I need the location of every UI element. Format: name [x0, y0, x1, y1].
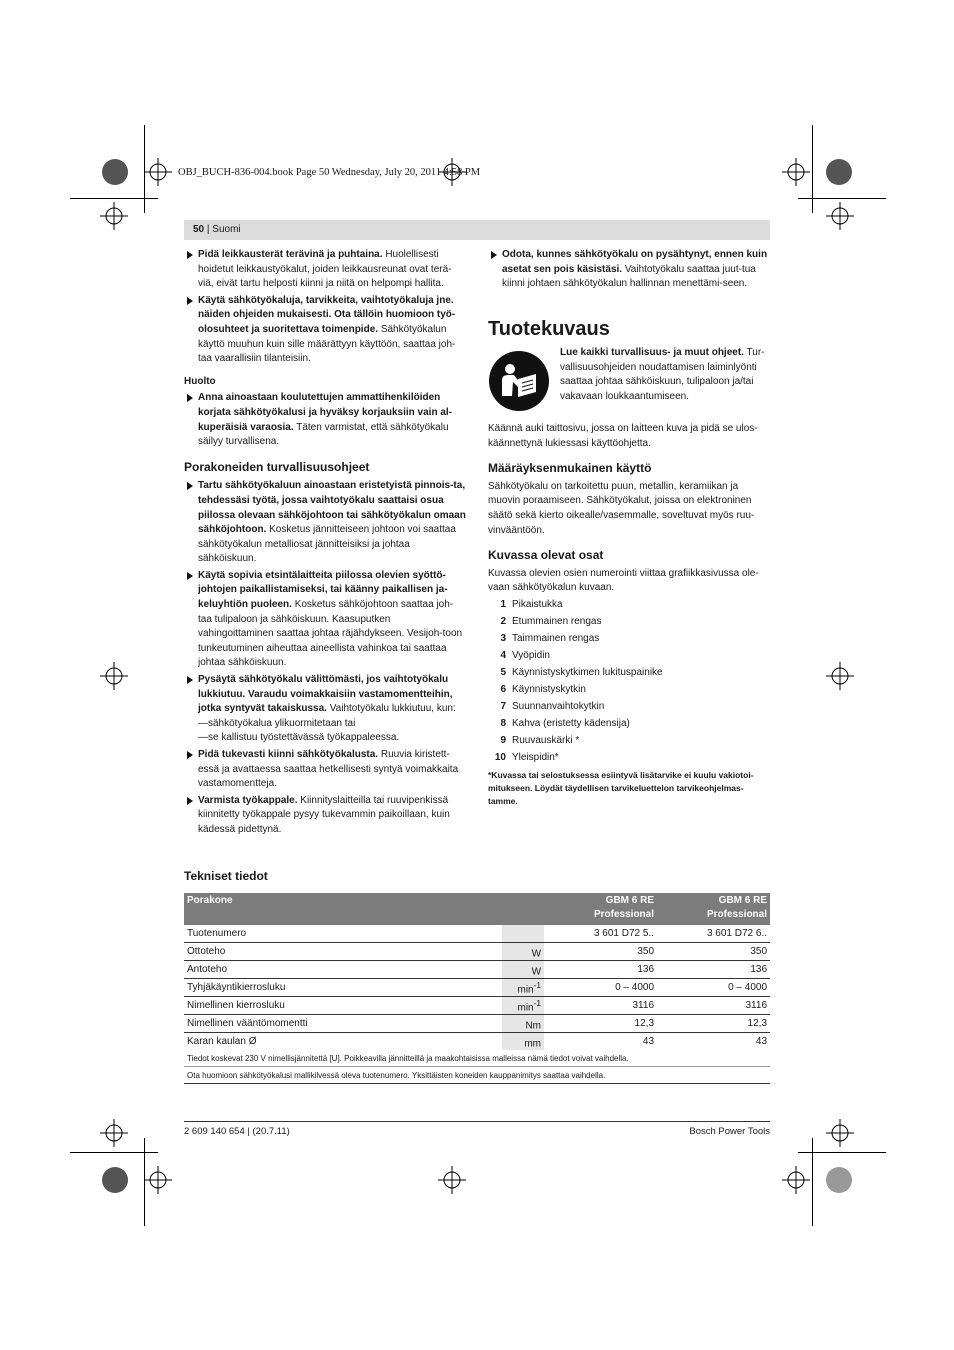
bullet-service: Anna ainoastaan koulutettujen ammattihenkilöiden korjata sähkötyökalusi ja hyväksy korjauksiin vain al-kuperäisiä varaosia. Täten varmistat, että sähkötyökalu säilyy turvallisena. [184, 391, 466, 449]
accessory-note: *Kuvassa tai selostuksessa esiintyvä lisätarvike ei kuulu vakiotoi-mitukseen. Löydät täydellisen tarvikeluettelon tarvikeohjelmas-tamme. [488, 769, 754, 806]
bullet-sharp-blades: Pidä leikkausterät terävinä ja puhtaina. Huolellisesti hoidetut leikkaustyökalut, joiden leikkausreunat ovat terä-viä, eivät tartu helposti kiinni ja niitä on helpompi hallita. [184, 248, 466, 292]
tech-data-table [184, 893, 770, 1084]
bullet-insulated-surfaces: Tartu sähkötyökaluun ainoastaan eristetyistä pinnois-ta, tehdessäsi työtä, jossa vaihtotyökalu saattaisi osua piilossa olevaan sähköjohtoon tai sähkötyökalun omaan sähköjohtoon. Kosketus jännitteiseen johtoon voi saattaa sähkötyökalun metalliosat jännitteisiksi ja johtaa sähköiskuun. [184, 479, 466, 567]
table-row: Nimellinen kierrosluku $\min^{-1}$ 3116 3116 [184, 997, 770, 1015]
parts-list [488, 597, 770, 767]
table-note-voltage: Tiedot koskevat 230 V nimellisjännitettä [U]. Poikkeavilla jännitteillä ja maakohtaisissa malleissa nämä tiedot voivat vaihdella. [184, 1050, 770, 1067]
list-item: 2 Etummainen rengas [500, 616, 602, 628]
footer-divider [184, 1121, 770, 1122]
bullet-switch-off: Pysäytä sähkötyökalu välittömästi, jos vaihtotyökalu lukkiutuu. Varaudu voimakkaisiin vastamomentteihin, jotka syntyvät takaiskussa. Vaihtotyökalu lukkiutuu, kun: [184, 673, 466, 717]
table-header-row [184, 893, 770, 925]
table-row: Tuotenumero 3 601 D72 5.. 3 601 D72 6.. [184, 925, 770, 943]
right-column-body [488, 422, 770, 808]
bullet-detectors: Käytä sopivia etsintälaitteita piilossa olevien syöttö-johtojen paikallistamiseksi, tai käänny paikallisen ja-keluyhtiön puoleen. Kosketus sähköjohtoon saattaa joh-taa tulipaloon ja sähköiskuun. Kaasuputken vahingoittaminen saattaa johtaa räjähdykseen. Vesijoh-toon tunkeutuminen aiheuttaa aineellista vahinkoa tai saattaa johtaa sähköiskuun. [184, 569, 466, 671]
table-row: Nimellinen vääntömomentti Nm 12,3 12,3 [184, 1015, 770, 1033]
table-header-model-1: GBM 6 RE Professional [544, 893, 657, 925]
list-item: 5 Käynnistyskytkimen lukituspainike [500, 667, 663, 679]
list-item: 4 Vyöpidin [500, 650, 550, 662]
footer-doc-number: 2 609 140 654 | (20.7.11) [184, 1126, 290, 1137]
table-row: Antoteho W 136 136 [184, 961, 770, 979]
table-row: Ottoteho W 350 350 [184, 943, 770, 961]
header-language: Suomi [212, 224, 241, 235]
read-manual-icon [488, 350, 550, 412]
left-column [184, 248, 466, 838]
intended-use-text: Sähkötyökalu on tarkoitettu puun, metallin, keramiikan ja muovin poraamiseen. Sähkötyökalut, joissa on elektroninen säätö sekä kierto oikealle/vasemmalle, soveltuvat myös ruu-vinvääntöön. [488, 480, 755, 536]
section-title: Tuotekuvaus [488, 318, 610, 340]
list-item: 7 Suunnanvaihtokytkin [500, 701, 605, 713]
bullet-hold-firmly: Pidä tukevasti kiinni sähkötyökalusta. Ruuvia kiristett-essä ja avattaessa saattaa hetkellisesti syntyä voimakkaita vastamomentteja. [184, 748, 466, 792]
intended-use-heading: Määräyksenmukainen käyttö [488, 461, 652, 476]
bullet-wait-stop: Odota, kunnes sähkötyökalu on pysähtynyt, ennen kuin asetat sen pois käsistäsi. Vaihtotyökalu saattaa juut-tua kiinni johtaen sähkötyökalun hallinnan menettämi-seen. [488, 248, 770, 292]
fold-out-text: Käännä auki taittosivu, jossa on laitteen kuva ja pidä se ulos-käännettynä lukiessasi käyttöohjetta. [488, 423, 758, 449]
list-item: 6 Käynnistyskytkin [500, 684, 586, 696]
right-column [488, 248, 770, 292]
list-item: 1 Pikaistukka [500, 599, 563, 611]
table-header-label: Porakone [184, 893, 544, 925]
page-header [184, 220, 770, 240]
table-note-product-number: Ota huomioon sähkötyökalusi mallikilvessä oleva tuotenumero. Yksittäisten koneiden kauppanimitys saattaa vaihdella. [184, 1067, 770, 1084]
bullet-secure-workpiece: Varmista työkappale. Kiinnityslaitteilla tai ruuvipenkissä kiinnitetty työkappale pysyy tukevammin paikoillaan, kuin kädessä pidettynä. [184, 794, 466, 838]
list-item: 9 Ruuvauskärki * [500, 735, 580, 747]
page-number: 50 [193, 224, 205, 235]
table-header-model-2: GBM 6 RE Professional [657, 893, 770, 925]
footer-brand: Bosch Power Tools [689, 1126, 770, 1137]
list-item: 10 Yleispidin* [494, 752, 559, 764]
tech-data-heading: Tekniset tiedot [184, 869, 268, 883]
dash-tilt: —se kallistuu työstettävässä työkappaleessa. [198, 732, 400, 744]
read-all-instructions: Lue kaikki turvallisuus- ja muut ohjeet. Tur-vallisuusohjeiden noudattamisen laiminlyönti saattaa johtaa sähköiskuun, tulipaloon ja/tai vakavaan loukkaantumiseen. [560, 347, 765, 402]
list-item: 3 Taimmainen rengas [500, 633, 600, 645]
table-row: Tyhjäkäyntikierrosluku $\min^{-1}$ 0 – 4000 0 – 4000 [184, 979, 770, 997]
service-heading: Huolto [184, 375, 216, 387]
header-separator: | [204, 224, 213, 235]
bullet-use-as-instructed: Käytä sähkötyökaluja, tarvikkeita, vaihtotyökaluja jne. näiden ohjeiden mukaisesti. Ota tällöin huomioon työ-olosuhteet ja suoritettava toimenpide. Sähkötyökalun käyttö muuhun kuin sille määrättyyn käyttöön, saattaa joh-taa vaarallisiin tilanteisiin. [184, 294, 466, 367]
drill-safety-heading: Porakoneiden turvallisuusohjeet [184, 459, 370, 474]
print-info: OBJ_BUCH-836-004.book Page 50 Wednesday, July 20, 2011 4:58 PM [178, 167, 481, 178]
table-row: Karan kaulan Ø mm 43 43 [184, 1033, 770, 1051]
list-item: 8 Kahva (eristetty kädensija) [500, 718, 630, 730]
parts-intro: Kuvassa olevien osien numerointi viittaa grafiikkasivussa ole-vaan sähkötyökalun kuvaan. [488, 567, 759, 594]
parts-heading: Kuvassa olevat osat [488, 548, 604, 563]
dash-overload: —sähkötyökalua ylikuormitetaan tai [198, 717, 356, 729]
